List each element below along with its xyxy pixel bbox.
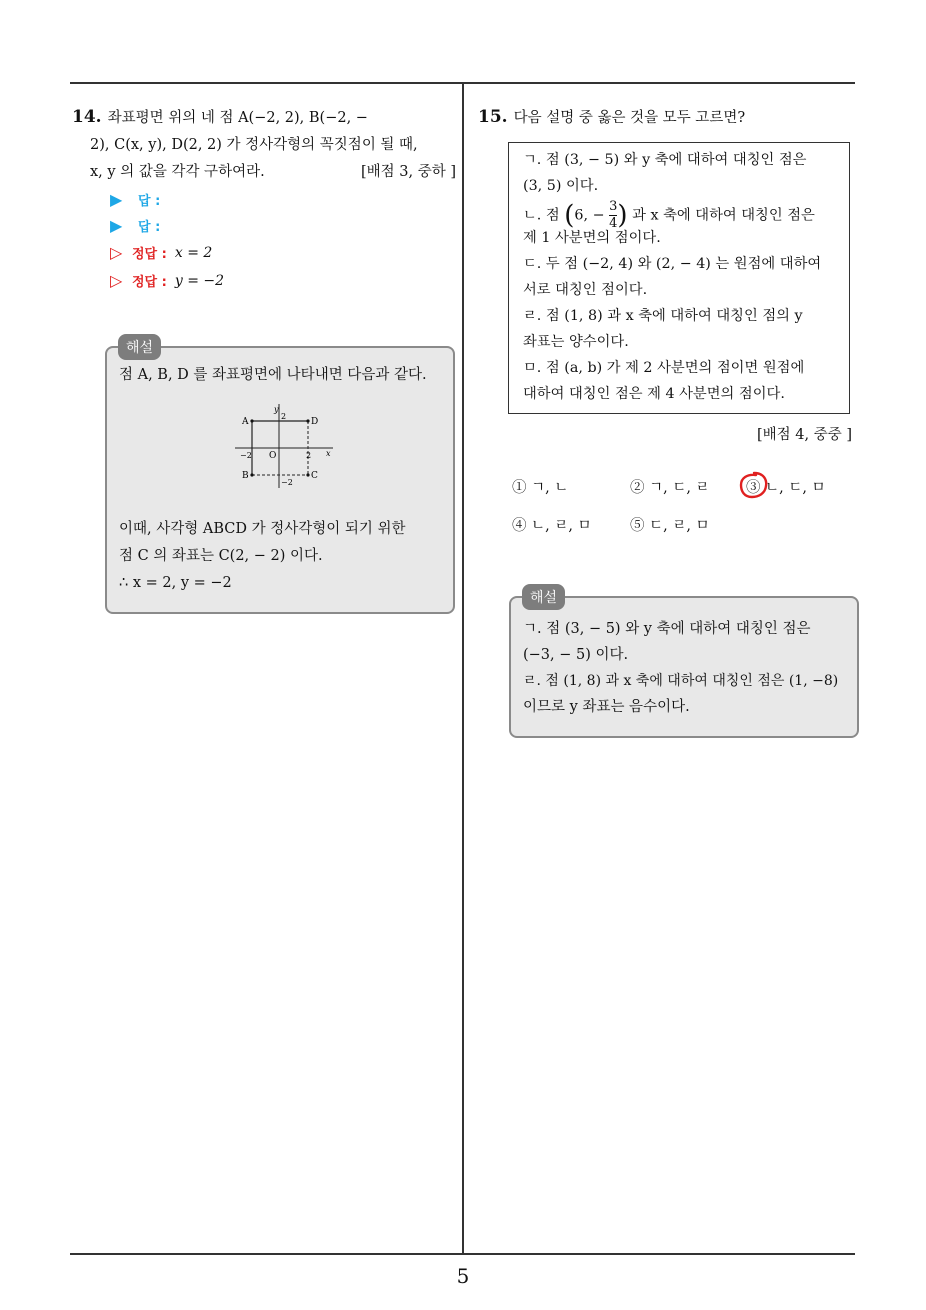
answer-circle-mark-icon (738, 470, 770, 500)
q14-solution-tab: 해설 (118, 334, 161, 360)
statement-3a: ㄷ. 두 점 (−2, 4) 와 (2, − 4) 는 원점에 대하여 (523, 256, 822, 272)
q15-text: 다음 설명 중 옳은 것을 모두 고르면? (513, 110, 746, 126)
statement-2b: 제 1 사분면의 점이다. (523, 230, 661, 246)
statement-1a: ㄱ. 점 (3, − 5) 와 y 축에 대하여 대칭인 점은 (523, 152, 807, 168)
graph-tick-x-neg: −2 (240, 451, 252, 460)
play-triangle-icon: ▶ (110, 216, 123, 235)
q15-meta: [배점 4, 중중 ] (756, 427, 852, 443)
correct-label: 정답 : (132, 275, 167, 290)
graph-label-a: A (242, 417, 249, 427)
q15-sol-line2: (−3, − 5) 이다. (523, 647, 629, 663)
choice-2[interactable]: ② ㄱ, ㄷ, ㄹ (630, 480, 710, 496)
answer-row-1[interactable] (110, 190, 160, 209)
q14-line3: x, y 의 값을 각각 구하여라. [배점 3, 중하 ] (72, 159, 456, 186)
statement-4b: 좌표는 양수이다. (523, 334, 629, 350)
q14-line1: 14. 좌표평면 위의 네 점 A(−2, 2), B(−2, − (72, 107, 368, 127)
q14-sol-line2: 이때, 사각형 ABCD 가 정사각형이 되기 위한 (119, 521, 406, 537)
correct-value: y = −2 (174, 272, 225, 289)
play-triangle-icon: ▶ (110, 190, 123, 209)
answer-row-2[interactable] (110, 216, 160, 235)
question-15 (478, 104, 745, 132)
page-number: 5 (456, 1264, 470, 1288)
graph-label-c: C (311, 471, 318, 481)
graph-label-d: D (311, 417, 319, 427)
statement-3b: 서로 대칭인 점이다. (523, 282, 648, 298)
choice-1[interactable]: ① ㄱ, ㄴ (512, 480, 569, 496)
q14-line2: 2), C(x, y), D(2, 2) 가 정사각형의 꼭짓점이 될 때, (90, 137, 418, 153)
statement-1b: (3, 5) 이다. (523, 178, 599, 194)
statement-2a: ㄴ. 점 (6, − $\frac{3}{4}$ ) 과 x 축에 대하여 대칭인 점은 (523, 199, 815, 231)
graph-tick-y-pos: 2 (281, 412, 287, 421)
q15-solution-tab: 해설 (522, 584, 565, 610)
correct-answer-row-2 (110, 271, 224, 290)
choice-3[interactable]: ③ ㄴ, ㄷ, ㅁ (746, 480, 826, 496)
question-14 (72, 104, 456, 186)
statement-5b: 대하여 대칭인 점은 제 4 사분면의 점이다. (523, 386, 785, 402)
graph-label-b: B (242, 471, 249, 481)
graph-label-y: y (274, 405, 279, 414)
graph-tick-x-pos: 2 (306, 451, 312, 460)
graph-tick-y-neg: −2 (281, 478, 293, 487)
q15-sol-line4: 이므로 y 좌표는 음수이다. (523, 699, 690, 715)
statement-box (508, 142, 850, 414)
answer-label: 답 : (138, 220, 161, 235)
q14-sol-line3: 점 C 의 좌표는 C(2, − 2) 이다. (119, 548, 323, 564)
answer-label: 답 : (138, 194, 161, 209)
q15-number: 15. (478, 107, 508, 127)
q14-sol-line4: ∴ x = 2, y = −2 (119, 575, 232, 591)
q15-sol-line1: ㄱ. 점 (3, − 5) 와 y 축에 대하여 대칭인 점은 (523, 621, 811, 637)
graph-label-origin: O (269, 451, 277, 461)
correct-answer-row-1 (110, 243, 212, 262)
correct-value: x = 2 (174, 244, 213, 261)
choice-4[interactable]: ④ ㄴ, ㄹ, ㅁ (512, 518, 592, 534)
coordinate-graph (235, 404, 335, 488)
outline-triangle-icon: ▷ (110, 243, 123, 262)
column-divider (462, 83, 464, 1254)
q14-meta: [배점 3, 중하 ] (360, 164, 456, 180)
choice-5[interactable]: ⑤ ㄷ, ㄹ, ㅁ (630, 518, 710, 534)
graph-label-x: x (326, 449, 331, 458)
statement-4a: ㄹ. 점 (1, 8) 과 x 축에 대하여 대칭인 점의 y (523, 308, 803, 324)
q14-solution-box (105, 346, 455, 614)
bottom-rule (70, 1253, 855, 1255)
fraction: $\frac{3}{4}$ (609, 199, 618, 231)
statement-5a: ㅁ. 점 (a, b) 가 제 2 사분면의 점이면 원점에 (523, 360, 805, 376)
outline-triangle-icon: ▷ (110, 271, 123, 290)
q15-solution-box (509, 596, 859, 738)
q14-sol-line1: 점 A, B, D 를 좌표평면에 나타내면 다음과 같다. (119, 367, 427, 383)
q15-sol-line3: ㄹ. 점 (1, 8) 과 x 축에 대하여 대칭인 점은 (1, −8) (523, 673, 839, 689)
q14-number: 14. (72, 107, 102, 127)
correct-label: 정답 : (132, 247, 167, 262)
